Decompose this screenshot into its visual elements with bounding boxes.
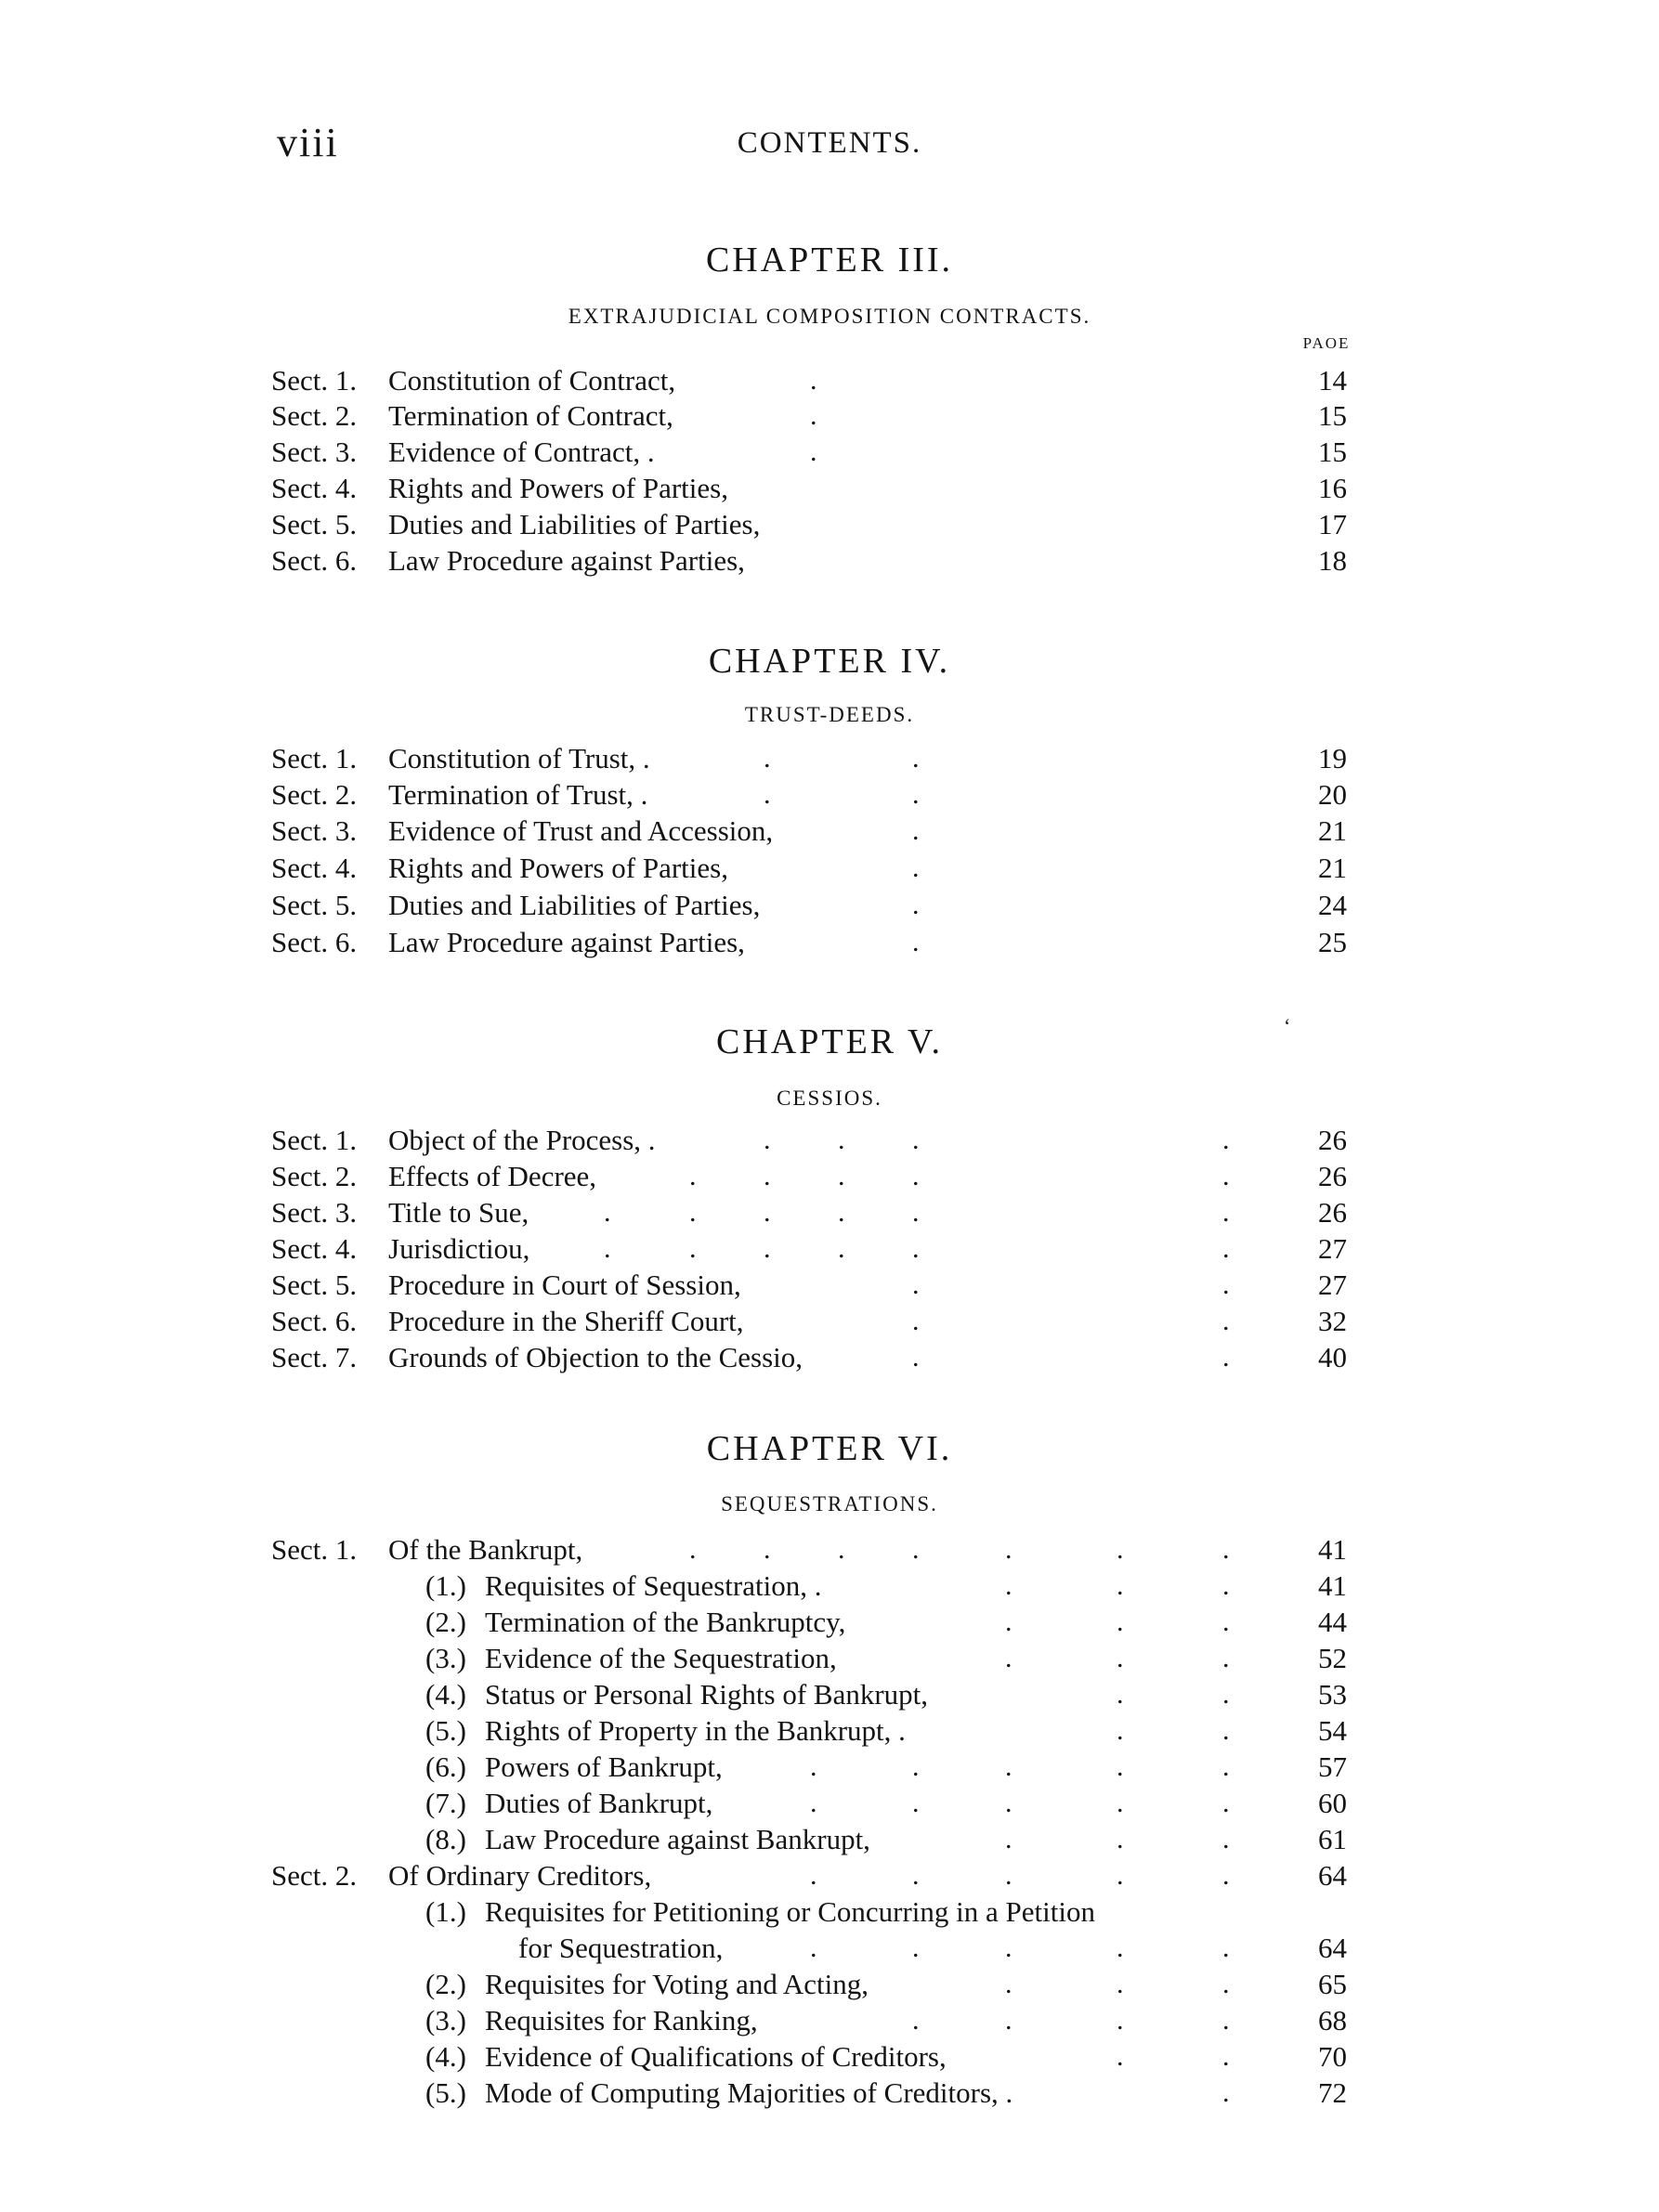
leader-dot: . — [810, 436, 817, 467]
subsection-number: (6.) — [425, 1750, 466, 1783]
page-number: 54 — [1318, 1714, 1347, 1747]
leader-dot: . — [1117, 1751, 1124, 1782]
toc-entry[interactable] — [0, 1531, 1659, 1568]
subsection-title: Law Procedure against Bankrupt, — [485, 1823, 870, 1855]
toc-entry[interactable] — [0, 2002, 1659, 2039]
leader-dot: . — [1005, 1534, 1012, 1565]
leader-dot: . — [912, 852, 920, 883]
toc-entry[interactable] — [0, 924, 1659, 961]
section-title: Of Ordinary Creditors, — [388, 1859, 652, 1892]
section-title: Procedure in Court of Session, — [388, 1269, 741, 1301]
section-number: Sect. 6. — [271, 926, 358, 958]
toc-entry[interactable] — [0, 434, 1659, 471]
section-number: Sect. 1. — [271, 364, 358, 397]
leader-dot: . — [1005, 1969, 1012, 1999]
page-number: 72 — [1318, 2076, 1347, 2109]
leader-dot: . — [1005, 1860, 1012, 1891]
toc-entry[interactable] — [0, 776, 1659, 813]
toc-entry-continuation[interactable] — [0, 1930, 1659, 1967]
section-title: Evidence of Contract, . — [388, 436, 655, 468]
page-number: 41 — [1318, 1533, 1347, 1566]
toc-entry[interactable] — [0, 1122, 1659, 1159]
page-number: 19 — [1318, 742, 1347, 774]
leader-dot: . — [689, 1197, 697, 1228]
leader-dot: . — [1222, 1715, 1230, 1746]
leader-dot: . — [1222, 1306, 1230, 1336]
leader-dot: . — [912, 743, 920, 774]
leader-dot: . — [764, 1125, 771, 1155]
leader-dot: . — [1117, 1679, 1124, 1710]
leader-dot: . — [1117, 1932, 1124, 1963]
section-number: Sect. 6. — [271, 544, 358, 577]
page-number: 68 — [1318, 2004, 1347, 2036]
subsection-title: Requisites for Voting and Acting, — [485, 1968, 869, 2000]
subsection-title: Mode of Computing Majorities of Creditors, . — [485, 2076, 1013, 2109]
section-title: Rights and Powers of Parties, — [388, 852, 728, 884]
leader-dot: . — [1222, 1269, 1230, 1300]
section-number: Sect. 2. — [271, 778, 358, 811]
leader-dot: . — [604, 1233, 611, 1264]
chapter-subtitle: EXTRAJUDICIAL COMPOSITION CONTRACTS. — [568, 305, 1091, 328]
page-number: 18 — [1318, 544, 1347, 577]
toc-entry[interactable] — [0, 506, 1659, 543]
chapter-title: CHAPTER IV. — [708, 642, 951, 681]
subsection-title: Powers of Bankrupt, — [485, 1750, 723, 1783]
leader-dot: . — [1117, 1715, 1124, 1746]
leader-dot: . — [810, 1932, 817, 1963]
leader-dot: . — [1222, 1860, 1230, 1891]
chapter-subtitle: TRUST-DEEDS. — [744, 703, 915, 726]
page-number: 40 — [1318, 1341, 1347, 1373]
page-number: 15 — [1318, 436, 1347, 468]
subsection-title: Status or Personal Rights of Bankrupt, — [485, 1678, 929, 1711]
leader-dot: . — [912, 1161, 920, 1191]
leader-dot: . — [1222, 1969, 1230, 1999]
subsection-number: (2.) — [425, 1968, 466, 2000]
toc-entry[interactable] — [0, 2038, 1659, 2075]
leader-dot: . — [838, 1233, 845, 1264]
leader-dot: . — [1222, 2077, 1230, 2108]
leader-dot: . — [810, 1751, 817, 1782]
page-folio: viii — [277, 120, 339, 165]
toc-entry[interactable] — [0, 1785, 1659, 1822]
leader-dot: . — [1117, 2041, 1124, 2072]
leader-dot: . — [912, 1197, 920, 1228]
subsection-number: (5.) — [425, 2076, 466, 2109]
page-number: 14 — [1318, 364, 1347, 397]
section-title: Termination of Trust, . — [388, 778, 648, 811]
page-number: 25 — [1318, 926, 1347, 958]
section-number: Sect. 5. — [271, 508, 358, 540]
leader-dot: . — [912, 1125, 920, 1155]
toc-entry[interactable] — [0, 1568, 1659, 1605]
section-number: Sect. 3. — [271, 1196, 358, 1229]
section-number: Sect. 2. — [271, 1160, 358, 1192]
leader-dot: . — [1005, 1788, 1012, 1818]
page-number: 21 — [1318, 852, 1347, 884]
toc-entry[interactable] — [0, 1158, 1659, 1195]
subsection-number: (5.) — [425, 1714, 466, 1747]
page-number: 44 — [1318, 1606, 1347, 1638]
page-number: 15 — [1318, 399, 1347, 432]
toc-entry[interactable] — [0, 1640, 1659, 1677]
section-number: Sect. 1. — [271, 1124, 358, 1156]
leader-dot: . — [1222, 1197, 1230, 1228]
leader-dot: . — [1222, 2005, 1230, 2036]
subsection-number: (3.) — [425, 2004, 466, 2036]
section-title: Procedure in the Sheriff Court, — [388, 1305, 744, 1337]
page-number: 57 — [1318, 1750, 1347, 1783]
leader-dot: . — [912, 1306, 920, 1336]
leader-dot: . — [1222, 1788, 1230, 1818]
subsection-number: (7.) — [425, 1787, 466, 1819]
page-number: 64 — [1318, 1932, 1347, 1964]
toc-entry[interactable] — [0, 850, 1659, 887]
section-title: Constitution of Trust, . — [388, 742, 650, 774]
section-title: Evidence of Trust and Accession, — [388, 814, 774, 847]
chapter-title: CHAPTER V. — [716, 1022, 943, 1061]
section-number: Sect. 1. — [271, 742, 358, 774]
leader-dot: . — [912, 1534, 920, 1565]
chapter-title: CHAPTER III. — [705, 241, 954, 280]
leader-dot: . — [1005, 1607, 1012, 1637]
section-title: Termination of Contract, — [388, 399, 673, 432]
leader-dot: . — [810, 400, 817, 431]
page-number: 27 — [1318, 1269, 1347, 1301]
leader-dot: . — [1005, 1932, 1012, 1963]
toc-entry[interactable] — [0, 1749, 1659, 1786]
leader-dot: . — [912, 1932, 920, 1963]
leader-dot: . — [1222, 1534, 1230, 1565]
subsection-number: (3.) — [425, 1642, 466, 1674]
leader-dot: . — [1222, 1607, 1230, 1637]
page-number: 32 — [1318, 1305, 1347, 1337]
section-title: Rights and Powers of Parties, — [388, 472, 728, 504]
toc-entry[interactable] — [0, 1194, 1659, 1231]
page-number: 65 — [1318, 1968, 1347, 2000]
toc-entry[interactable] — [0, 1604, 1659, 1641]
page-number: 26 — [1318, 1124, 1347, 1156]
leader-dot: . — [1005, 1751, 1012, 1782]
page-number: 20 — [1318, 778, 1347, 811]
leader-dot: . — [764, 743, 771, 774]
toc-entry[interactable] — [0, 2075, 1659, 2112]
toc-entry[interactable] — [0, 1712, 1659, 1750]
toc-entry[interactable] — [0, 1230, 1659, 1268]
leader-dot: . — [1222, 1643, 1230, 1673]
section-number: Sect. 4. — [271, 472, 358, 504]
section-title: Duties and Liabilities of Parties, — [388, 889, 761, 921]
subsection-number: (1.) — [425, 1569, 466, 1602]
leader-dot: . — [1222, 1161, 1230, 1191]
section-number: Sect. 2. — [271, 1859, 358, 1892]
leader-dot: . — [912, 1269, 920, 1300]
section-number: Sect. 7. — [271, 1341, 358, 1373]
page-number: 26 — [1318, 1196, 1347, 1229]
toc-entry[interactable] — [0, 470, 1659, 507]
leader-dot: . — [1117, 1570, 1124, 1601]
leader-dot: . — [764, 1534, 771, 1565]
leader-dot: . — [764, 1233, 771, 1264]
stray-ink-mark: ‘ — [1284, 1014, 1291, 1037]
leader-dot: . — [1005, 1570, 1012, 1601]
leader-dot: . — [1222, 1233, 1230, 1264]
leader-dot: . — [912, 1342, 920, 1373]
chapter-title: CHAPTER VI. — [706, 1429, 953, 1468]
leader-dot: . — [689, 1233, 697, 1264]
leader-dot: . — [764, 1197, 771, 1228]
leader-dot: . — [912, 927, 920, 957]
section-number: Sect. 5. — [271, 1269, 358, 1301]
toc-entry[interactable] — [0, 542, 1659, 579]
section-number: Sect. 4. — [271, 1232, 358, 1265]
section-number: Sect. 3. — [271, 814, 358, 847]
leader-dot: . — [1222, 1679, 1230, 1710]
section-title: Constitution of Contract, — [388, 364, 676, 397]
leader-dot: . — [1222, 1570, 1230, 1601]
section-title: Of the Bankrupt, — [388, 1533, 583, 1566]
section-number: Sect. 1. — [271, 1533, 358, 1566]
page-number: 60 — [1318, 1787, 1347, 1819]
leader-dot: . — [1222, 1932, 1230, 1963]
page-number: 70 — [1318, 2040, 1347, 2073]
page-number: 61 — [1318, 1823, 1347, 1855]
leader-dot: . — [810, 365, 817, 396]
leader-dot: . — [1117, 1824, 1124, 1854]
page-column-label: PAOE — [1302, 334, 1351, 352]
leader-dot: . — [1222, 1342, 1230, 1373]
leader-dot: . — [1005, 1824, 1012, 1854]
section-title: Law Procedure against Parties, — [388, 926, 745, 958]
leader-dot: . — [764, 1161, 771, 1191]
leader-dot: . — [838, 1534, 845, 1565]
leader-dot: . — [912, 890, 920, 920]
page-number: 17 — [1318, 508, 1347, 540]
toc-entry[interactable] — [0, 740, 1659, 777]
leader-dot: . — [1222, 1125, 1230, 1155]
subsection-title: Evidence of Qualifications of Creditors, — [485, 2040, 947, 2073]
section-number: Sect. 4. — [271, 852, 358, 884]
leader-dot: . — [764, 779, 771, 810]
page-number: 64 — [1318, 1859, 1347, 1892]
leader-dot: . — [838, 1197, 845, 1228]
leader-dot: . — [912, 815, 920, 846]
section-title: Object of the Process, . — [388, 1124, 656, 1156]
subsection-title: Termination of the Bankruptcy, — [485, 1606, 846, 1638]
subsection-number: (4.) — [425, 2040, 466, 2073]
chapter-subtitle: CESSIOS. — [777, 1086, 882, 1110]
toc-entry[interactable] — [0, 887, 1659, 924]
leader-dot: . — [1005, 1643, 1012, 1673]
subsection-title: Requisites for Ranking, — [485, 2004, 758, 2036]
subsection-title: Evidence of the Sequestration, — [485, 1642, 837, 1674]
page-number: 24 — [1318, 889, 1347, 921]
section-number: Sect. 6. — [271, 1305, 358, 1337]
subsection-number: (8.) — [425, 1823, 466, 1855]
page-number: 27 — [1318, 1232, 1347, 1265]
toc-entry[interactable] — [0, 397, 1659, 435]
leader-dot: . — [912, 1233, 920, 1264]
section-title: Grounds of Objection to the Cessio, — [388, 1341, 803, 1373]
page-number: 52 — [1318, 1642, 1347, 1674]
page-number: 16 — [1318, 472, 1347, 504]
subsection-title: Duties of Bankrupt, — [485, 1787, 713, 1819]
subsection-title: Rights of Property in the Bankrupt, . — [485, 1714, 906, 1747]
leader-dot: . — [689, 1161, 697, 1191]
leader-dot: . — [689, 1534, 697, 1565]
leader-dot: . — [912, 1751, 920, 1782]
page-number: 21 — [1318, 814, 1347, 847]
subsection-number: (2.) — [425, 1606, 466, 1638]
leader-dot: . — [912, 2005, 920, 2036]
subsection-title-continued: for Sequestration, — [518, 1932, 724, 1964]
page-number: 53 — [1318, 1678, 1347, 1711]
subsection-number: (4.) — [425, 1678, 466, 1711]
leader-dot: . — [838, 1125, 845, 1155]
leader-dot: . — [1117, 1860, 1124, 1891]
chapter-subtitle: SEQUESTRATIONS. — [721, 1492, 938, 1516]
leader-dot: . — [810, 1788, 817, 1818]
leader-dot: . — [1117, 1969, 1124, 1999]
leader-dot: . — [1117, 1607, 1124, 1637]
leader-dot: . — [1117, 1534, 1124, 1565]
leader-dot: . — [1117, 2005, 1124, 2036]
leader-dot: . — [912, 1860, 920, 1891]
leader-dot: . — [810, 1860, 817, 1891]
section-title: Duties and Liabilities of Parties, — [388, 508, 761, 540]
toc-entry[interactable] — [0, 1857, 1659, 1894]
page-number: 26 — [1318, 1160, 1347, 1192]
leader-dot: . — [912, 1788, 920, 1818]
toc-entry[interactable] — [0, 813, 1659, 850]
toc-entry[interactable] — [0, 1267, 1659, 1304]
toc-entry[interactable] — [0, 1676, 1659, 1713]
leader-dot: . — [1222, 2041, 1230, 2072]
toc-entry[interactable] — [0, 362, 1659, 399]
leader-dot: . — [1117, 1643, 1124, 1673]
section-number: Sect. 3. — [271, 436, 358, 468]
toc-entry[interactable] — [0, 1966, 1659, 2003]
running-head — [0, 119, 1659, 175]
leader-dot: . — [1222, 1751, 1230, 1782]
leader-dot: . — [1005, 2005, 1012, 2036]
toc-entry[interactable] — [0, 1339, 1659, 1376]
toc-entry[interactable] — [0, 1893, 1659, 1931]
subsection-number: (1.) — [425, 1895, 466, 1928]
section-title: Jurisdictiou, — [388, 1232, 530, 1265]
section-number: Sect. 2. — [271, 399, 358, 432]
toc-entry[interactable] — [0, 1821, 1659, 1858]
leader-dot: . — [838, 1161, 845, 1191]
section-number: Sect. 5. — [271, 889, 358, 921]
running-title: CONTENTS. — [737, 126, 922, 160]
section-title: Law Procedure against Parties, — [388, 544, 745, 577]
leader-dot: . — [604, 1197, 611, 1228]
subsection-title: Requisites for Petitioning or Concurring in a Petition — [485, 1895, 1095, 1928]
section-title: Title to Sue, — [388, 1196, 529, 1229]
leader-dot: . — [1117, 1788, 1124, 1818]
leader-dot: . — [912, 779, 920, 810]
page-number: 41 — [1318, 1569, 1347, 1602]
toc-entry[interactable] — [0, 1303, 1659, 1340]
subsection-title: Requisites of Sequestration, . — [485, 1569, 822, 1602]
leader-dot: . — [1222, 1824, 1230, 1854]
section-title: Effects of Decree, — [388, 1160, 597, 1192]
